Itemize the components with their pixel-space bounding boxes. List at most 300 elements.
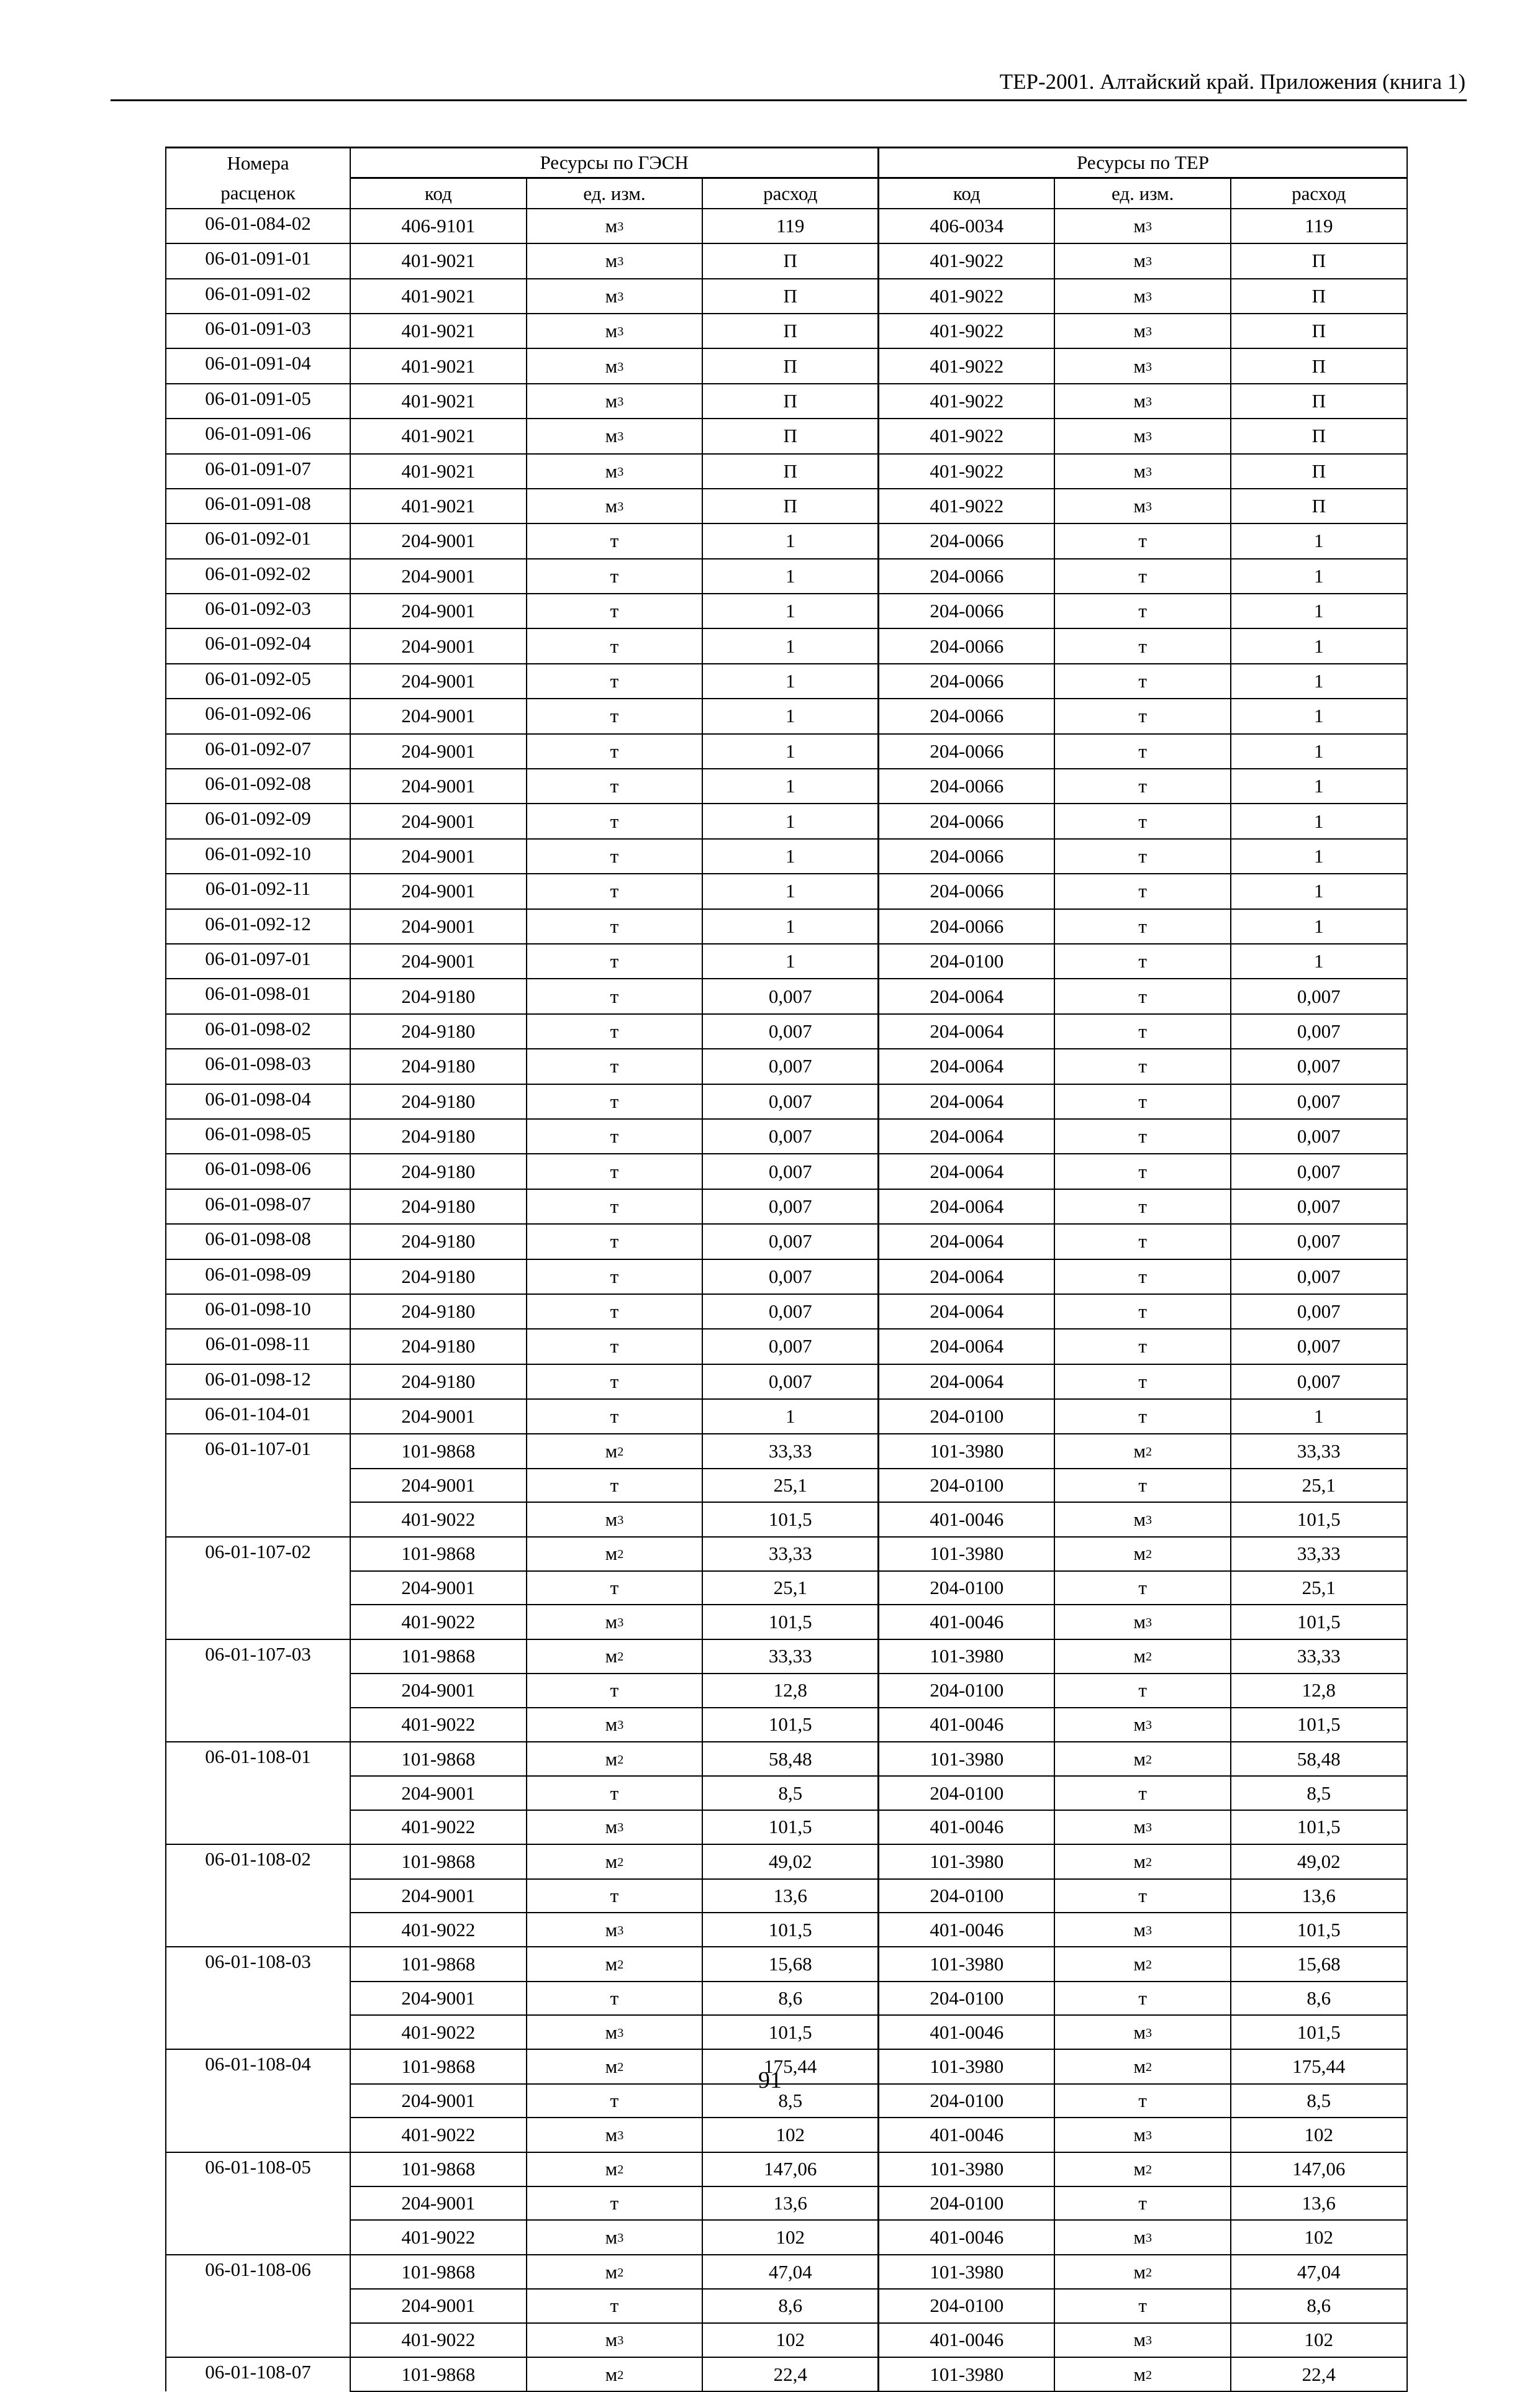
gesn-code-cell: 101-9868 [350, 1742, 527, 1776]
gesn-code-cell: 101-9868 [350, 1537, 527, 1571]
table-row [166, 489, 1407, 523]
table-row [166, 1810, 1407, 1844]
rate-number-cell: 06-01-092-01 [166, 523, 350, 558]
gesn-code-cell: 204-9001 [350, 1982, 527, 2015]
ter-consumption-cell: 102 [1231, 2323, 1407, 2357]
gesn-unit-cell: $м^3$ [527, 2220, 703, 2254]
header-gesn-unit: ед. изм. [527, 178, 703, 209]
ter-unit-cell: $м^2$ [1054, 2049, 1231, 2083]
gesn-consumption-cell: 1 [702, 769, 879, 804]
gesn-code-cell: 204-9001 [350, 769, 527, 804]
table-row [166, 2118, 1407, 2152]
rate-number-cell [166, 2015, 350, 2049]
gesn-code-cell: 204-9180 [350, 1014, 527, 1049]
gesn-consumption-cell: 8,6 [702, 1982, 879, 2015]
gesn-code-cell: 401-9022 [350, 1605, 527, 1639]
table-row [166, 2015, 1407, 2049]
table-row [166, 1119, 1407, 1154]
gesn-code-cell: 401-9022 [350, 2220, 527, 2254]
gesn-consumption-cell: 1 [702, 628, 879, 663]
ter-code-cell: 204-0066 [879, 664, 1055, 699]
gesn-consumption-cell: 101,5 [702, 1913, 879, 1947]
table-row [166, 1014, 1407, 1049]
ter-unit-cell: т [1054, 2084, 1231, 2118]
rate-number-cell: 06-01-091-02 [166, 279, 350, 314]
gesn-unit-cell: т [527, 1364, 703, 1399]
rate-number-cell: 06-01-092-02 [166, 559, 350, 594]
gesn-unit-cell: $м^3$ [527, 2323, 703, 2357]
gesn-consumption-cell: 8,5 [702, 2084, 879, 2118]
ter-unit-cell: т [1054, 874, 1231, 908]
gesn-unit-cell: т [527, 979, 703, 1013]
ter-unit-cell: $м^3$ [1054, 489, 1231, 523]
ter-code-cell: 101-3980 [879, 1434, 1055, 1468]
gesn-code-cell: 204-9001 [350, 523, 527, 558]
gesn-consumption-cell: 1 [702, 594, 879, 628]
gesn-unit-cell: т [527, 804, 703, 838]
gesn-code-cell: 204-9180 [350, 1049, 527, 1084]
ter-code-cell: 204-0066 [879, 559, 1055, 594]
ter-unit-cell: $м^3$ [1054, 2015, 1231, 2049]
ter-unit-cell: $м^2$ [1054, 1844, 1231, 1878]
rate-number-cell: 06-01-098-04 [166, 1084, 350, 1119]
rate-number-cell: 06-01-092-09 [166, 804, 350, 838]
table-row [166, 1913, 1407, 1947]
rate-number-cell: 06-01-098-11 [166, 1329, 350, 1364]
ter-unit-cell: т [1054, 1399, 1231, 1434]
ter-code-cell: 401-9022 [879, 419, 1055, 453]
ter-consumption-cell: 0,007 [1231, 1014, 1407, 1049]
gesn-consumption-cell: 1 [702, 523, 879, 558]
gesn-consumption-cell: 33,33 [702, 1434, 879, 1468]
gesn-code-cell: 401-9021 [350, 384, 527, 419]
table-row [166, 209, 1407, 243]
ter-unit-cell: т [1054, 769, 1231, 804]
ter-code-cell: 401-9022 [879, 489, 1055, 523]
gesn-unit-cell: т [527, 1329, 703, 1364]
gesn-consumption-cell: 0,007 [702, 1364, 879, 1399]
header-numbers-bottom: расценок [166, 178, 350, 209]
ter-code-cell: 401-9022 [879, 454, 1055, 489]
table-body [166, 209, 1407, 2392]
ter-unit-cell: т [1054, 1469, 1231, 1502]
gesn-unit-cell: $м^2$ [527, 2049, 703, 2083]
gesn-code-cell: 204-9180 [350, 1154, 527, 1189]
table-row [166, 2357, 1407, 2391]
ter-consumption-cell: 1 [1231, 874, 1407, 908]
rate-number-cell: 06-01-098-05 [166, 1119, 350, 1154]
gesn-unit-cell: $м^3$ [527, 1708, 703, 1742]
gesn-unit-cell: $м^3$ [527, 489, 703, 523]
ter-consumption-cell: 47,04 [1231, 2255, 1407, 2289]
gesn-code-cell: 204-9180 [350, 1259, 527, 1294]
gesn-unit-cell: $м^3$ [527, 1913, 703, 1947]
ter-code-cell: 101-3980 [879, 1639, 1055, 1674]
gesn-code-cell: 204-9001 [350, 874, 527, 908]
ter-unit-cell: $м^3$ [1054, 1708, 1231, 1742]
gesn-code-cell: 401-9021 [350, 243, 527, 278]
gesn-unit-cell: $м^3$ [527, 209, 703, 243]
ter-unit-cell: т [1054, 2186, 1231, 2220]
ter-unit-cell: т [1054, 1982, 1231, 2015]
header-ter-group: Ресурсы по ТЕР [879, 148, 1407, 178]
gesn-code-cell: 204-9180 [350, 1189, 527, 1224]
ter-unit-cell: т [1054, 1049, 1231, 1084]
ter-consumption-cell: 33,33 [1231, 1537, 1407, 1571]
table-row [166, 1084, 1407, 1119]
table-row [166, 1879, 1407, 1913]
ter-consumption-cell: 1 [1231, 734, 1407, 769]
ter-code-cell: 204-0066 [879, 804, 1055, 838]
gesn-unit-cell: $м^2$ [527, 2152, 703, 2186]
ter-unit-cell: $м^3$ [1054, 209, 1231, 243]
ter-code-cell: 401-9022 [879, 384, 1055, 419]
ter-consumption-cell: 1 [1231, 1399, 1407, 1434]
header-gesn-group: Ресурсы по ГЭСН [350, 148, 879, 178]
gesn-consumption-cell: 101,5 [702, 1810, 879, 1844]
ter-code-cell: 204-0100 [879, 944, 1055, 979]
gesn-code-cell: 401-9022 [350, 1913, 527, 1947]
ter-consumption-cell: 0,007 [1231, 1189, 1407, 1224]
ter-consumption-cell: 101,5 [1231, 1502, 1407, 1536]
ter-code-cell: 204-0064 [879, 1154, 1055, 1189]
ter-code-cell: 401-9022 [879, 243, 1055, 278]
rate-number-cell: 06-01-092-07 [166, 734, 350, 769]
rate-number-cell: 06-01-091-04 [166, 348, 350, 383]
gesn-unit-cell: т [527, 1014, 703, 1049]
table-row [166, 454, 1407, 489]
gesn-unit-cell: $м^3$ [527, 1605, 703, 1639]
ter-code-cell: 401-9022 [879, 279, 1055, 314]
ter-unit-cell: т [1054, 1189, 1231, 1224]
gesn-consumption-cell: 1 [702, 1399, 879, 1434]
gesn-unit-cell: т [527, 1189, 703, 1224]
ter-code-cell: 401-0046 [879, 1913, 1055, 1947]
gesn-code-cell: 204-9180 [350, 1329, 527, 1364]
ter-code-cell: 204-0064 [879, 1259, 1055, 1294]
gesn-unit-cell: т [527, 839, 703, 874]
ter-code-cell: 101-3980 [879, 2152, 1055, 2186]
ter-consumption-cell: 1 [1231, 664, 1407, 699]
gesn-consumption-cell: 0,007 [702, 1119, 879, 1154]
table-row [166, 1708, 1407, 1742]
gesn-consumption-cell: 0,007 [702, 1224, 879, 1259]
gesn-unit-cell: $м^2$ [527, 1434, 703, 1468]
ter-code-cell: 204-0064 [879, 979, 1055, 1013]
header-ter-consumption: расход [1231, 178, 1407, 209]
ter-consumption-cell: 1 [1231, 839, 1407, 874]
gesn-unit-cell: т [527, 664, 703, 699]
ter-unit-cell: $м^3$ [1054, 419, 1231, 453]
table-row [166, 1224, 1407, 1259]
gesn-code-cell: 401-9021 [350, 454, 527, 489]
gesn-unit-cell: $м^3$ [527, 279, 703, 314]
gesn-consumption-cell: 25,1 [702, 1469, 879, 1502]
ter-code-cell: 204-0100 [879, 2084, 1055, 2118]
gesn-unit-cell: т [527, 1879, 703, 1913]
ter-code-cell: 204-0100 [879, 2289, 1055, 2322]
table-row [166, 1399, 1407, 1434]
table-row [166, 1259, 1407, 1294]
rate-number-cell: 06-01-091-03 [166, 314, 350, 348]
ter-code-cell: 204-0100 [879, 1399, 1055, 1434]
rate-number-cell: 06-01-098-06 [166, 1154, 350, 1189]
table-row [166, 2152, 1407, 2186]
ter-unit-cell: т [1054, 1294, 1231, 1329]
ter-code-cell: 204-0100 [879, 2186, 1055, 2220]
gesn-consumption-cell: 49,02 [702, 1844, 879, 1878]
gesn-unit-cell: т [527, 874, 703, 908]
gesn-consumption-cell: 12,8 [702, 1674, 879, 1707]
gesn-consumption-cell: 0,007 [702, 1259, 879, 1294]
gesn-consumption-cell: 33,33 [702, 1537, 879, 1571]
rate-number-cell: 06-01-098-03 [166, 1049, 350, 1084]
ter-consumption-cell: 0,007 [1231, 1154, 1407, 1189]
gesn-unit-cell: т [527, 559, 703, 594]
gesn-consumption-cell: 0,007 [702, 1294, 879, 1329]
rate-number-cell: 06-01-084-02 [166, 209, 350, 243]
gesn-consumption-cell: П [702, 279, 879, 314]
ter-unit-cell: $м^3$ [1054, 1913, 1231, 1947]
ter-consumption-cell: 22,4 [1231, 2357, 1407, 2391]
gesn-consumption-cell: 101,5 [702, 1708, 879, 1742]
table-row [166, 1469, 1407, 1502]
rate-number-cell: 06-01-108-04 [166, 2049, 350, 2083]
rate-number-cell: 06-01-091-06 [166, 419, 350, 453]
rate-number-cell: 06-01-108-01 [166, 1742, 350, 1776]
table-row [166, 699, 1407, 733]
ter-unit-cell: т [1054, 734, 1231, 769]
gesn-consumption-cell: 1 [702, 944, 879, 979]
ter-unit-cell: т [1054, 699, 1231, 733]
table-row [166, 243, 1407, 278]
ter-consumption-cell: 1 [1231, 594, 1407, 628]
ter-consumption-cell: 1 [1231, 944, 1407, 979]
ter-code-cell: 204-0066 [879, 734, 1055, 769]
resource-table-wrapper [165, 147, 1406, 2392]
gesn-unit-cell: $м^2$ [527, 1947, 703, 1981]
gesn-consumption-cell: 1 [702, 839, 879, 874]
ter-code-cell: 204-0100 [879, 1776, 1055, 1810]
ter-unit-cell: $м^3$ [1054, 1502, 1231, 1536]
gesn-unit-cell: т [527, 1674, 703, 1707]
gesn-consumption-cell: 119 [702, 209, 879, 243]
ter-code-cell: 204-0100 [879, 1571, 1055, 1605]
gesn-code-cell: 401-9021 [350, 279, 527, 314]
rate-number-cell: 06-01-098-12 [166, 1364, 350, 1399]
ter-consumption-cell: 33,33 [1231, 1434, 1407, 1468]
ter-consumption-cell: 13,6 [1231, 1879, 1407, 1913]
ter-code-cell: 204-0064 [879, 1119, 1055, 1154]
gesn-unit-cell: $м^3$ [527, 2015, 703, 2049]
ter-consumption-cell: 12,8 [1231, 1674, 1407, 1707]
ter-unit-cell: т [1054, 1259, 1231, 1294]
table-row [166, 1049, 1407, 1084]
gesn-consumption-cell: 58,48 [702, 1742, 879, 1776]
ter-consumption-cell: 101,5 [1231, 1913, 1407, 1947]
ter-consumption-cell: 101,5 [1231, 1605, 1407, 1639]
table-row [166, 1571, 1407, 1605]
ter-unit-cell: $м^3$ [1054, 348, 1231, 383]
gesn-consumption-cell: 0,007 [702, 979, 879, 1013]
table-row [166, 559, 1407, 594]
gesn-consumption-cell: 22,4 [702, 2357, 879, 2391]
table-row [166, 944, 1407, 979]
gesn-unit-cell: т [527, 1224, 703, 1259]
gesn-unit-cell: т [527, 2186, 703, 2220]
ter-code-cell: 101-3980 [879, 1537, 1055, 1571]
gesn-code-cell: 204-9001 [350, 1469, 527, 1502]
ter-code-cell: 204-0064 [879, 1049, 1055, 1084]
rate-number-cell [166, 1810, 350, 1844]
rate-number-cell [166, 1879, 350, 1913]
gesn-consumption-cell: 1 [702, 734, 879, 769]
table-row [166, 1329, 1407, 1364]
table-row [166, 1982, 1407, 2015]
gesn-consumption-cell: 101,5 [702, 1502, 879, 1536]
ter-unit-cell: т [1054, 559, 1231, 594]
ter-code-cell: 101-3980 [879, 1742, 1055, 1776]
rate-number-cell: 06-01-107-02 [166, 1537, 350, 1571]
table-row [166, 734, 1407, 769]
gesn-unit-cell: $м^3$ [527, 1810, 703, 1844]
gesn-unit-cell: $м^3$ [527, 419, 703, 453]
header-gesn-code: код [350, 178, 527, 209]
ter-consumption-cell: 1 [1231, 523, 1407, 558]
gesn-consumption-cell: 0,007 [702, 1014, 879, 1049]
ter-unit-cell: т [1054, 1571, 1231, 1605]
ter-code-cell: 101-3980 [879, 1844, 1055, 1878]
gesn-code-cell: 101-9868 [350, 1947, 527, 1981]
gesn-unit-cell: т [527, 523, 703, 558]
ter-unit-cell: $м^2$ [1054, 1639, 1231, 1674]
ter-unit-cell: т [1054, 979, 1231, 1013]
gesn-unit-cell: т [527, 1571, 703, 1605]
rate-number-cell: 06-01-108-07 [166, 2357, 350, 2391]
table-row [166, 1294, 1407, 1329]
rate-number-cell [166, 1674, 350, 1707]
gesn-consumption-cell: П [702, 419, 879, 453]
gesn-consumption-cell: 0,007 [702, 1049, 879, 1084]
gesn-unit-cell: т [527, 909, 703, 944]
table-row [166, 1776, 1407, 1810]
gesn-consumption-cell: 1 [702, 664, 879, 699]
ter-unit-cell: $м^2$ [1054, 2357, 1231, 2391]
rate-number-cell: 06-01-092-05 [166, 664, 350, 699]
ter-unit-cell: $м^3$ [1054, 384, 1231, 419]
ter-consumption-cell: 0,007 [1231, 979, 1407, 1013]
rate-number-cell [166, 2323, 350, 2357]
ter-unit-cell: $м^3$ [1054, 314, 1231, 348]
table-row [166, 664, 1407, 699]
header-row-top [166, 148, 1407, 178]
ter-code-cell: 204-0064 [879, 1084, 1055, 1119]
ter-code-cell: 401-9022 [879, 348, 1055, 383]
rate-number-cell: 06-01-098-02 [166, 1014, 350, 1049]
rate-number-cell: 06-01-108-02 [166, 1844, 350, 1878]
gesn-consumption-cell: 0,007 [702, 1084, 879, 1119]
gesn-consumption-cell: П [702, 348, 879, 383]
table-row [166, 804, 1407, 838]
ter-unit-cell: $м^3$ [1054, 1810, 1231, 1844]
ter-unit-cell: т [1054, 523, 1231, 558]
table-row [166, 979, 1407, 1013]
gesn-code-cell: 204-9001 [350, 594, 527, 628]
ter-consumption-cell: 1 [1231, 909, 1407, 944]
ter-consumption-cell: 8,6 [1231, 1982, 1407, 2015]
gesn-unit-cell: т [527, 1084, 703, 1119]
ter-code-cell: 204-0066 [879, 628, 1055, 663]
gesn-consumption-cell: 8,6 [702, 2289, 879, 2322]
ter-unit-cell: $м^3$ [1054, 2118, 1231, 2152]
table-row [166, 769, 1407, 804]
gesn-code-cell: 401-9022 [350, 1810, 527, 1844]
ter-consumption-cell: 25,1 [1231, 1469, 1407, 1502]
gesn-consumption-cell: П [702, 314, 879, 348]
ter-code-cell: 204-0064 [879, 1294, 1055, 1329]
table-row [166, 2289, 1407, 2322]
table-row [166, 909, 1407, 944]
ter-consumption-cell: 25,1 [1231, 1571, 1407, 1605]
rate-number-cell [166, 2186, 350, 2220]
ter-consumption-cell: 0,007 [1231, 1259, 1407, 1294]
table-row [166, 348, 1407, 383]
gesn-unit-cell: т [527, 1154, 703, 1189]
ter-code-cell: 204-0064 [879, 1014, 1055, 1049]
rate-number-cell: 06-01-091-05 [166, 384, 350, 419]
gesn-code-cell: 101-9868 [350, 1639, 527, 1674]
rate-number-cell [166, 1605, 350, 1639]
ter-code-cell: 401-0046 [879, 2220, 1055, 2254]
table-row [166, 1154, 1407, 1189]
gesn-unit-cell: т [527, 734, 703, 769]
gesn-unit-cell: т [527, 2289, 703, 2322]
ter-consumption-cell: 1 [1231, 628, 1407, 663]
ter-unit-cell: $м^3$ [1054, 2323, 1231, 2357]
gesn-consumption-cell: 102 [702, 2118, 879, 2152]
gesn-unit-cell: т [527, 699, 703, 733]
gesn-unit-cell: т [527, 1982, 703, 2015]
ter-unit-cell: т [1054, 839, 1231, 874]
ter-consumption-cell: П [1231, 314, 1407, 348]
ter-unit-cell: $м^2$ [1054, 1947, 1231, 1981]
ter-code-cell: 204-0100 [879, 1982, 1055, 2015]
ter-unit-cell: т [1054, 944, 1231, 979]
gesn-unit-cell: т [527, 944, 703, 979]
gesn-consumption-cell: 13,6 [702, 1879, 879, 1913]
gesn-code-cell: 401-9021 [350, 489, 527, 523]
gesn-consumption-cell: 15,68 [702, 1947, 879, 1981]
gesn-unit-cell: $м^2$ [527, 2255, 703, 2289]
rate-number-cell: 06-01-092-06 [166, 699, 350, 733]
table-row [166, 2323, 1407, 2357]
gesn-code-cell: 204-9180 [350, 1119, 527, 1154]
page-number: 91 [758, 2067, 782, 2093]
gesn-code-cell: 101-9868 [350, 2049, 527, 2083]
table-row [166, 1947, 1407, 1981]
gesn-consumption-cell: 0,007 [702, 1329, 879, 1364]
ter-unit-cell: т [1054, 1014, 1231, 1049]
ter-unit-cell: $м^2$ [1054, 2255, 1231, 2289]
header-rule [111, 99, 1467, 101]
ter-consumption-cell: 13,6 [1231, 2186, 1407, 2220]
table-row [166, 1844, 1407, 1878]
ter-code-cell: 401-9022 [879, 314, 1055, 348]
rate-number-cell [166, 1469, 350, 1502]
rate-number-cell: 06-01-092-11 [166, 874, 350, 908]
rate-number-cell [166, 1776, 350, 1810]
gesn-code-cell: 401-9022 [350, 2323, 527, 2357]
